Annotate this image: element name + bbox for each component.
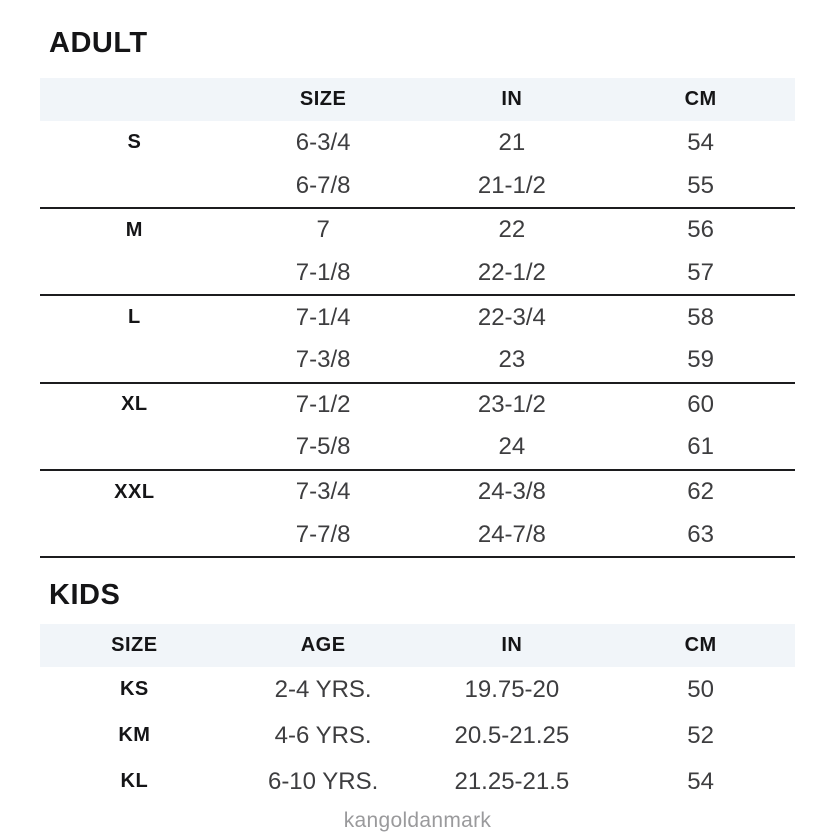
- table-row: [40, 165, 795, 209]
- table-row: [40, 513, 795, 557]
- size-value: 7-3/8: [295, 346, 351, 374]
- cm-value: 57: [687, 259, 714, 287]
- watermark-text: kangoldanmark: [343, 808, 492, 832]
- adult-header-cm: CM: [684, 88, 717, 110]
- table-row: [40, 426, 795, 470]
- kids-header-row: [40, 624, 795, 667]
- kids-table-body: [40, 667, 795, 805]
- kids-section-title: KIDS: [49, 578, 121, 611]
- cm-value: 60: [687, 390, 714, 418]
- size-label: S: [127, 131, 142, 154]
- kids-header-size: SIZE: [111, 633, 158, 656]
- adult-size-table: [40, 78, 795, 558]
- size-label: KL: [120, 770, 149, 793]
- size-label: KM: [118, 724, 151, 747]
- size-value: 7: [316, 216, 330, 244]
- in-value: 24: [498, 433, 526, 461]
- in-value: 23-1/2: [477, 390, 546, 418]
- table-row: [40, 339, 795, 383]
- cm-value: 54: [687, 767, 714, 795]
- adult-table-header: [40, 78, 795, 121]
- size-value: 7-3/4: [295, 478, 351, 506]
- in-value: 20.5-21.25: [454, 721, 570, 749]
- kids-size-table: [40, 624, 795, 805]
- table-row: [40, 121, 795, 165]
- adult-header-row: [40, 78, 795, 121]
- cm-value: 52: [687, 721, 714, 749]
- cm-value: 54: [687, 128, 714, 156]
- size-label-empty: [40, 252, 229, 296]
- size-label-empty: [40, 165, 229, 209]
- kids-table-header: [40, 624, 795, 667]
- table-row: [40, 383, 795, 427]
- adult-group-m: [40, 208, 795, 295]
- in-value: 24-3/8: [477, 478, 546, 506]
- table-row: [40, 295, 795, 339]
- cm-value: 63: [687, 520, 714, 548]
- kids-header-age: AGE: [300, 633, 346, 656]
- size-value: 7-5/8: [295, 433, 351, 461]
- size-value: 6-3/4: [295, 128, 351, 156]
- table-row: [40, 252, 795, 296]
- age-value: 4-6 YRS.: [274, 721, 372, 749]
- size-label: XXL: [114, 480, 155, 503]
- size-label-empty: [40, 513, 229, 557]
- adult-header-size: SIZE: [299, 88, 347, 110]
- in-value: 22-1/2: [477, 259, 546, 287]
- size-label: XL: [121, 393, 148, 416]
- age-value: 2-4 YRS.: [274, 675, 372, 703]
- adult-header-empty-cell: [40, 78, 229, 121]
- cm-value: 62: [687, 478, 714, 506]
- adult-group-l: [40, 295, 795, 382]
- size-label-empty: [40, 339, 229, 383]
- adult-group-xxl: [40, 470, 795, 557]
- adult-group-s: [40, 121, 795, 208]
- cm-value: 50: [687, 675, 714, 703]
- kids-header-in: IN: [501, 633, 523, 656]
- adult-header-in: IN: [501, 88, 523, 110]
- in-value: 22: [498, 216, 526, 244]
- table-row: [40, 667, 795, 713]
- adult-group-xl: [40, 383, 795, 470]
- in-value: 21-1/2: [477, 171, 546, 199]
- cm-value: 55: [687, 171, 714, 199]
- size-value: 7-1/2: [295, 390, 351, 418]
- table-row: [40, 208, 795, 252]
- kids-header-cm: CM: [684, 633, 717, 656]
- size-label-empty: [40, 426, 229, 470]
- in-value: 23: [498, 346, 526, 374]
- adult-section-title: ADULT: [49, 27, 148, 59]
- table-row: [40, 759, 795, 805]
- size-value: 7-1/4: [295, 303, 351, 331]
- in-value: 22-3/4: [477, 303, 546, 331]
- cm-value: 56: [687, 216, 714, 244]
- size-value: 7-7/8: [295, 520, 351, 548]
- size-value: 7-1/8: [295, 259, 351, 287]
- in-value: 24-7/8: [477, 520, 546, 548]
- in-value: 21.25-21.5: [454, 767, 570, 795]
- size-label: KS: [119, 678, 149, 701]
- cm-value: 59: [687, 346, 714, 374]
- size-label: M: [125, 218, 143, 241]
- cm-value: 58: [687, 303, 714, 331]
- in-value: 19.75-20: [464, 675, 560, 703]
- age-value: 6-10 YRS.: [267, 767, 379, 795]
- size-label: L: [128, 306, 141, 329]
- size-value: 6-7/8: [295, 171, 351, 199]
- table-row: [40, 713, 795, 759]
- table-row: [40, 470, 795, 514]
- in-value: 21: [498, 128, 526, 156]
- cm-value: 61: [687, 433, 714, 461]
